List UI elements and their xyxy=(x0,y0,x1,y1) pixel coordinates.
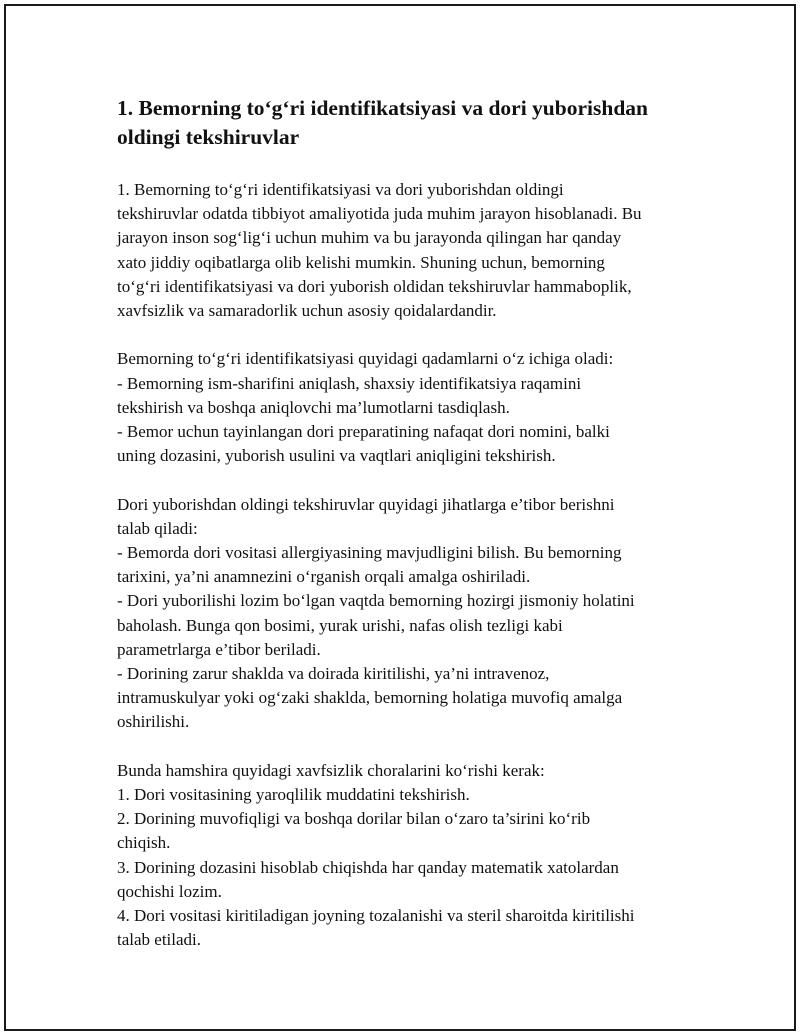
text-line: oshirilishi. xyxy=(117,712,190,732)
paragraph xyxy=(117,759,692,953)
text-line: - Bemor uchun tayinlangan dori preparatining nafaqat dori nomini, balki xyxy=(117,422,610,442)
paragraph-list xyxy=(117,178,692,952)
text-line: qochishi lozim. xyxy=(117,881,222,901)
text-line: - Bemorda dori vositasi allergiyasining mavjudligini bilish. Bu bemorning xyxy=(117,543,622,563)
heading-line: 1. Bemorning to‘g‘ri identifikatsiyasi va dori yuborishdan xyxy=(117,96,648,120)
text-line: tekshirish va boshqa aniqlovchi ma’lumotlarni tasdiqlash. xyxy=(117,397,510,417)
paragraph xyxy=(117,347,692,468)
text-line: parametrlarga e’tibor beriladi. xyxy=(117,639,321,659)
text-line: 3. Dorining dozasini hisoblab chiqishda har qanday matematik xatolardan xyxy=(117,857,619,877)
text-line: tekshiruvlar odatda tibbiyot amaliyotida juda muhim jarayon hisoblanadi. Bu xyxy=(117,204,642,224)
text-line: xavfsizlik va samaradorlik uchun asosiy qoidalardandir. xyxy=(117,301,497,321)
text-line: to‘g‘ri identifikatsiyasi va dori yuborish oldidan tekshiruvlar hammaboplik, xyxy=(117,276,632,296)
text-line: baholash. Bunga qon bosimi, yurak urishi, nafas olish tezligi kabi xyxy=(117,615,563,635)
text-line: - Dori yuborilishi lozim bo‘lgan vaqtda bemorning hozirgi jismoniy holatini xyxy=(117,591,635,611)
text-line: talab etiladi. xyxy=(117,930,202,950)
text-line: tarixini, ya’ni anamnezini o‘rganish orqali amalga oshiriladi. xyxy=(117,567,531,587)
text-line: 1. Bemorning to‘g‘ri identifikatsiyasi va dori yuborishdan oldingi xyxy=(117,180,564,199)
text-line: Bunda hamshira quyidagi xavfsizlik choralarini ko‘rishi kerak: xyxy=(117,760,545,780)
text-line: - Bemorning ism-sharifini aniqlash, shaxsiy identifikatsiya raqamini xyxy=(117,373,582,393)
heading-line: oldingi tekshiruvlar xyxy=(117,125,300,149)
text-line: Dori yuborishdan oldingi tekshiruvlar quyidagi jihatlarga e’tibor berishni xyxy=(117,494,615,514)
text-line: Bemorning to‘g‘ri identifikatsiyasi quyidagi qadamlarni o‘z ichiga oladi: xyxy=(117,349,614,369)
text-line: 4. Dori vositasi kiritiladigan joyning tozalanishi va steril sharoitda kiritilishi xyxy=(117,906,635,926)
document-body xyxy=(117,94,692,977)
text-line: 2. Dorining muvofiqligi va boshqa dorilar bilan o‘zaro ta’sirini ko‘rib xyxy=(117,809,591,829)
text-line: - Dorining zarur shaklda va doirada kiritilishi, ya’ni intravenoz, xyxy=(117,664,550,684)
section-heading xyxy=(117,94,692,152)
text-line: chiqish. xyxy=(117,833,171,853)
text-line: intramuskulyar yoki og‘zaki shaklda, bemorning holatiga muvofiq amalga xyxy=(117,688,623,708)
text-line: xato jiddiy oqibatlarga olib kelishi mumkin. Shuning uchun, bemorning xyxy=(117,252,605,272)
paragraph xyxy=(117,493,692,735)
text-line: jarayon inson sog‘lig‘i uchun muhim va bu jarayonda qilingan har qanday xyxy=(117,228,622,248)
text-line: talab qiladi: xyxy=(117,518,198,538)
text-line: 1. Dori vositasining yaroqlilik muddatini tekshirish. xyxy=(117,785,470,805)
text-line: uning dozasini, yuborish usulini va vaqtlari aniqligini tekshirish. xyxy=(117,446,556,466)
paragraph xyxy=(117,178,692,323)
